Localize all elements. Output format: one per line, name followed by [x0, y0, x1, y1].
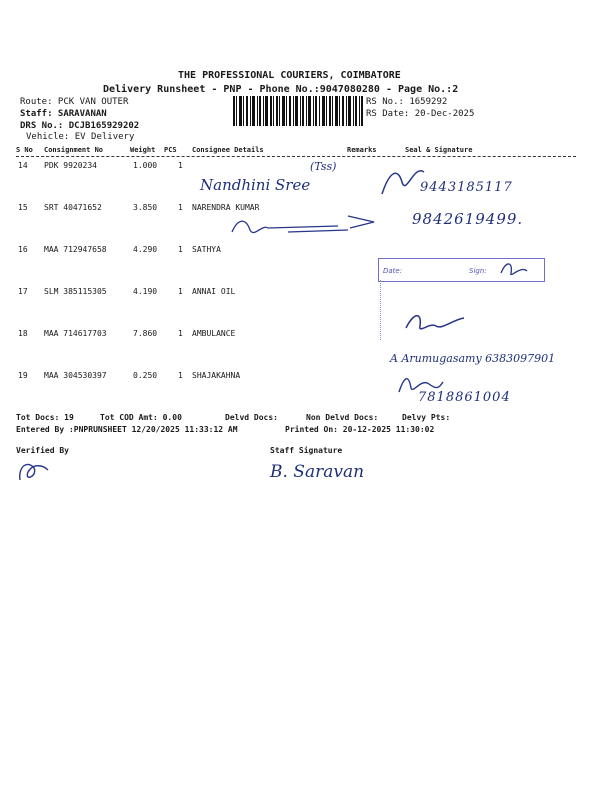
staff-text: Staff: SARAVANAN — [20, 109, 107, 119]
rs-number: RS No.: 1659292 — [366, 97, 448, 107]
row-pcs: 1 — [178, 287, 183, 296]
handwritten-phone: 9443185117 — [420, 180, 513, 195]
total-cod: Tot COD Amt: 0.00 — [100, 413, 182, 422]
total-docs: Tot Docs: 19 — [16, 413, 74, 422]
drs-text: DRS No.: DCJB165929202 — [20, 121, 140, 131]
handwritten-note: (Tss) — [310, 160, 337, 173]
row-weight: 3.850 — [133, 203, 158, 212]
signature-scribble — [395, 372, 445, 398]
row-consignment-no: MAA 712947658 — [44, 245, 107, 254]
col-sno: S No — [16, 146, 33, 154]
col-consignment: Consignment No — [44, 146, 104, 154]
row-sno: 14 — [18, 161, 28, 170]
row-pcs: 1 — [178, 371, 183, 380]
row-consignee: ANNAI OIL — [192, 287, 236, 296]
row-weight: 4.190 — [133, 287, 158, 296]
row-consignee: AMBULANCE — [192, 329, 236, 338]
row-weight: 4.290 — [133, 245, 158, 254]
row-weight: 7.860 — [133, 329, 158, 338]
staff-signature-label: Staff Signature — [270, 446, 343, 455]
header-divider — [16, 156, 576, 157]
printed-on: Printed On: 20-12-2025 11:30:02 — [285, 425, 435, 434]
verified-by-label: Verified By — [16, 446, 69, 455]
col-weight: Weight — [130, 146, 156, 154]
row-pcs: 1 — [178, 161, 183, 170]
delivered-docs: Delvd Docs: — [225, 413, 278, 422]
row-consignee: SHAJAKAHNA — [192, 371, 241, 380]
row-consignee: SATHYA — [192, 245, 221, 254]
stamp-sign-label: Sign: — [469, 267, 487, 275]
vehicle-text: Vehicle: EV Delivery — [26, 132, 135, 142]
barcode — [233, 96, 363, 126]
row-consignee: NARENDRA KUMAR — [192, 203, 260, 212]
entered-by: Entered By :PNPRUNSHEET 12/20/2025 11:33:12 AM — [16, 425, 238, 434]
delivery-points: Delvy Pts: — [402, 413, 451, 422]
col-remarks: Remarks — [347, 146, 377, 154]
rs-date: RS Date: 20-Dec-2025 — [366, 109, 475, 119]
signature-scribble — [228, 214, 378, 240]
handwritten-consignee-name: Nandhini Sree — [200, 176, 311, 194]
signature-scribble — [400, 308, 470, 338]
col-consignee: Consignee Details — [192, 146, 264, 154]
row-consignment-no: MAA 714617703 — [44, 329, 107, 338]
signature-scribble — [378, 160, 428, 200]
row-weight: 1.000 — [133, 161, 158, 170]
col-seal-signature: Seal & Signature — [405, 146, 473, 154]
company-title: THE PROFESSIONAL COURIERS, COIMBATORE — [178, 70, 401, 81]
row-consignment-no: MAA 304530397 — [44, 371, 107, 380]
seal-stamp — [378, 258, 545, 282]
non-delivered-docs: Non Delvd Docs: — [306, 413, 379, 422]
handwritten-receiver: A Arumugasamy 6383097901 — [390, 352, 556, 365]
runsheet-subtitle: Delivery Runsheet - PNP - Phone No.:9047080280 - Page No.:2 — [103, 84, 459, 95]
handwritten-phone: 9842619499. — [412, 210, 524, 228]
row-weight: 0.250 — [133, 371, 158, 380]
row-consignment-no: SRT 40471652 — [44, 203, 102, 212]
row-consignment-no: SLM 385115305 — [44, 287, 107, 296]
handwritten-phone: 7818861004 — [418, 390, 511, 405]
row-pcs: 1 — [178, 329, 183, 338]
row-consignment-no: PDK 9920234 — [44, 161, 97, 170]
route-text: Route: PCK VAN OUTER — [20, 97, 129, 107]
col-pcs: PCS — [164, 146, 177, 154]
row-sno: 19 — [18, 371, 28, 380]
row-sno: 17 — [18, 287, 28, 296]
signature-scribble — [497, 259, 537, 281]
stamp-date-label: Date: — [383, 267, 403, 275]
row-pcs: 1 — [178, 245, 183, 254]
verifier-signature — [14, 456, 54, 486]
row-sno: 18 — [18, 329, 28, 338]
row-pcs: 1 — [178, 203, 183, 212]
row-sno: 16 — [18, 245, 28, 254]
staff-signature-handwriting: B. Saravan — [270, 462, 365, 482]
row-sno: 15 — [18, 203, 28, 212]
scan-artifact — [380, 280, 389, 340]
